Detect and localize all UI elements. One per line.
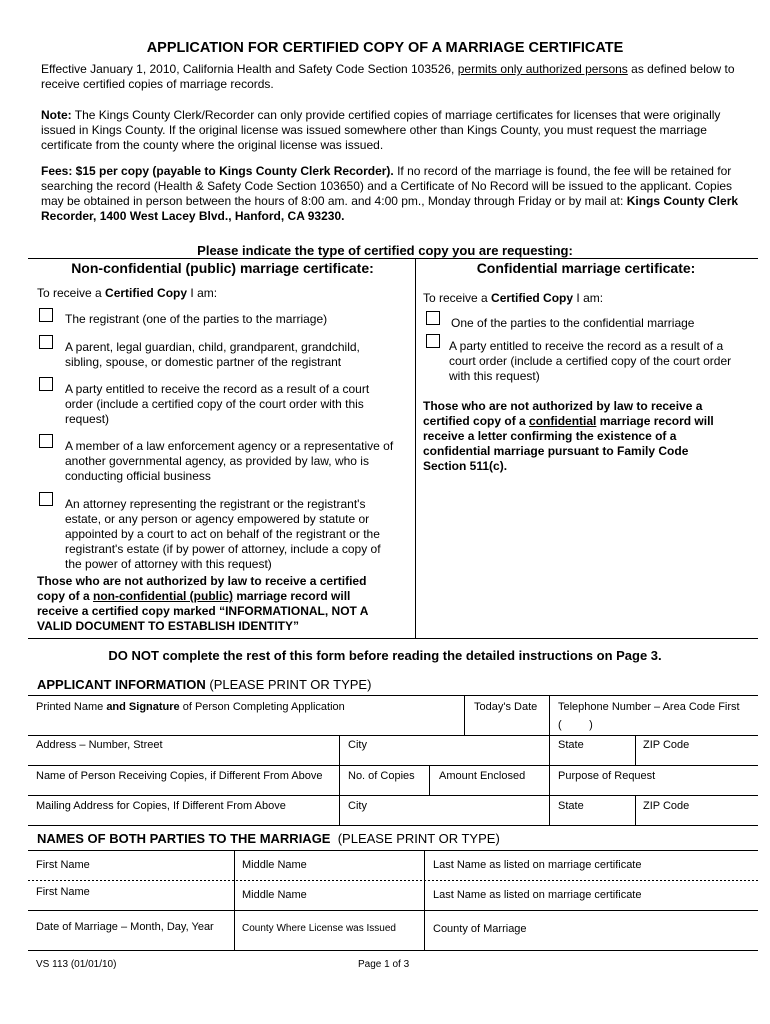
divider: [635, 795, 636, 825]
option-attorney: An attorney representing the registrant or the registrant's estate, or any person or agency empowered by statute or appointed by a court to act on behalf of the registrant or the registrant's estate (if by power of attorney, include a copy of the power of attorney with this request): [65, 497, 381, 571]
printed-name-c: of Person Completing Application: [179, 701, 345, 713]
option-relative: A parent, legal guardian, child, grandparent, grandchild, sibling, spouse, or domestic partner of the registrant: [65, 340, 360, 369]
column-divider: [415, 258, 416, 638]
applicant-heading-rest: (PLEASE PRINT OR TYPE): [205, 677, 372, 692]
option-confidential-party: One of the parties to the confidential marriage: [451, 316, 695, 330]
zip-label: ZIP Code: [643, 739, 690, 751]
printed-name-a: Printed Name: [36, 701, 107, 713]
right-receive-after: I am:: [573, 291, 604, 305]
divider: [635, 735, 636, 765]
divider: [549, 795, 550, 825]
first-name-1-label: First Name: [36, 859, 90, 871]
parties-top-line: [28, 850, 758, 851]
fees-text: If no record of the marriage is found, the fee will be retained for searching the record (Health & Safety Code Section 103650) and a Certificate of No Record will be issued to the applicant. Copies may be obtained in person between the hours of 8:00 am. and 4:00 pm., Monday through Friday or by mail at:: [41, 164, 733, 208]
first-name-2-label: First Name: [36, 886, 90, 898]
fees-paragraph: [41, 164, 753, 224]
form-title: APPLICATION FOR CERTIFIED COPY OF A MARRIAGE CERTIFICATE: [146, 40, 624, 56]
intro-text: Effective January 1, 2010, California Health and Safety Code Section 103526,: [41, 62, 458, 76]
city-label: City: [348, 739, 367, 751]
divider: [549, 765, 550, 795]
printed-name-label: [36, 701, 345, 713]
note-label: Note:: [41, 108, 72, 122]
receiver-label: Name of Person Receiving Copies, if Different From Above: [36, 770, 323, 782]
left-warning-underlined: non-confidential (public): [93, 589, 233, 603]
city2-label: City: [348, 800, 367, 812]
amount-enclosed-label: Amount Enclosed: [439, 770, 526, 782]
left-receive-bold: Certified Copy: [105, 286, 188, 300]
checkbox-registrant[interactable]: [39, 308, 53, 322]
checkbox-law-enforcement[interactable]: [39, 434, 53, 448]
parties-heading: [37, 831, 500, 846]
box-bottom-line: [28, 638, 758, 639]
last-name-2-label: Last Name as listed on marriage certificate: [433, 889, 642, 901]
telephone-parens[interactable]: ( ): [558, 719, 593, 731]
divider: [424, 880, 425, 910]
mailing-label: Mailing Address for Copies, If Different From Above: [36, 800, 286, 812]
right-receive-line: [423, 291, 603, 306]
checkbox-attorney[interactable]: [39, 492, 53, 506]
row-line: [28, 825, 758, 826]
telephone-label: Telephone Number – Area Code First: [558, 701, 740, 713]
intro-underlined: permits only authorized persons: [457, 62, 628, 76]
todays-date-label: Today's Date: [474, 701, 538, 713]
left-receive-after: I am:: [187, 286, 218, 300]
option-court-order: A party entitled to receive the record as a result of a court order (include a certified copy of the court order with this request): [65, 382, 370, 426]
left-warning: [37, 574, 392, 634]
last-name-1-label: Last Name as listed on marriage certificate: [433, 859, 642, 871]
num-copies-label: No. of Copies: [348, 770, 415, 782]
divider: [549, 695, 550, 735]
left-receive-before: To receive a: [37, 286, 106, 300]
right-warning-before: Those who are not authorized by law to receive a certified copy of a: [423, 399, 703, 428]
address-label: Address – Number, Street: [36, 739, 163, 751]
checkbox-relative[interactable]: [39, 335, 53, 349]
row-line: [28, 765, 758, 766]
row-line: [28, 910, 758, 911]
parties-heading-rest: (PLEASE PRINT OR TYPE): [330, 831, 500, 846]
applicant-top-line: [28, 695, 758, 696]
date-of-marriage-label: Date of Marriage – Month, Day, Year: [36, 921, 214, 933]
county-license-label: County Where License was Issued: [242, 923, 396, 934]
row-dotted-line: [28, 880, 758, 881]
divider: [234, 880, 235, 910]
row-line: [28, 795, 758, 796]
checkbox-confidential-court-order[interactable]: [426, 334, 440, 348]
right-heading: Confidential marriage certificate:: [476, 260, 696, 276]
zip2-label: ZIP Code: [643, 800, 690, 812]
option-law-enforcement: A member of a law enforcement agency or a representative of another governmental agency, as provided by law, who is conducting official business: [65, 439, 394, 483]
type-prompt: Please indicate the type of certified copy you are requesting:: [197, 243, 573, 258]
intro-text-after: as defined below to receive certified copies of marriage records.: [41, 62, 735, 91]
right-receive-before: To receive a: [423, 291, 492, 305]
option-confidential-court-order: A party entitled to receive the record as a result of a court order (include a certified copy of the court order with this request): [449, 339, 732, 383]
applicant-heading-bold: APPLICANT INFORMATION: [37, 677, 206, 692]
applicant-heading: [37, 677, 371, 692]
parties-heading-bold: NAMES OF BOTH PARTIES TO THE MARRIAGE: [37, 831, 331, 846]
box-top-line: [28, 258, 758, 259]
right-warning-underlined: confidential: [529, 414, 597, 428]
state2-label: State: [558, 800, 584, 812]
note-paragraph: [41, 108, 753, 153]
divider: [424, 850, 425, 880]
row-line: [28, 735, 758, 736]
left-warning-after: marriage record will receive a certified copy marked “INFORMATIONAL, NOT A VALID DOCUMENT TO ESTABLISH IDENTITY”: [37, 589, 368, 633]
do-not-complete-notice: DO NOT complete the rest of this form before reading the detailed instructions on Page 3.: [108, 648, 662, 663]
divider: [339, 795, 340, 825]
purpose-label: Purpose of Request: [558, 770, 656, 782]
note-text: The Kings County Clerk/Recorder can only provide certified copies of marriage certificates for licenses that were originally issued in Kings County. If the original license was issued somewhere other than Kings County, you must request the marriage certificate from the county where the original license was issued.: [41, 108, 721, 152]
middle-name-2-label: Middle Name: [242, 889, 307, 901]
form-id: VS 113 (01/01/10): [36, 959, 117, 970]
right-warning-after: marriage record will receive a letter confirming the existence of a confidential marriage pursuant to Family Code Section 511(c).: [423, 414, 714, 473]
checkbox-court-order[interactable]: [39, 377, 53, 391]
fees-address: Kings County Clerk Recorder, 1400 West Lacey Blvd., Hanford, CA 93230.: [41, 194, 739, 223]
checkbox-confidential-party[interactable]: [426, 311, 440, 325]
page-number: Page 1 of 3: [358, 959, 410, 970]
state-label: State: [558, 739, 584, 751]
divider: [429, 765, 430, 795]
divider: [234, 850, 235, 880]
divider: [339, 765, 340, 795]
row-line: [28, 950, 758, 951]
divider: [339, 735, 340, 765]
left-receive-line: [37, 286, 217, 301]
printed-name-b: and Signature: [106, 701, 180, 713]
right-warning: [423, 399, 733, 474]
divider: [234, 910, 235, 950]
left-warning-before: Those who are not authorized by law to receive a certified copy of a: [37, 574, 367, 603]
county-marriage-label: County of Marriage: [433, 923, 527, 935]
intro-paragraph: [41, 62, 753, 92]
middle-name-1-label: Middle Name: [242, 859, 307, 871]
divider: [464, 695, 465, 735]
divider: [549, 735, 550, 765]
left-heading: Non-confidential (public) marriage certificate:: [71, 260, 374, 276]
fees-label: Fees: $15 per copy (payable to Kings County Clerk Recorder).: [41, 164, 394, 178]
right-receive-bold: Certified Copy: [491, 291, 574, 305]
option-registrant: The registrant (one of the parties to the marriage): [65, 312, 328, 326]
divider: [424, 910, 425, 950]
